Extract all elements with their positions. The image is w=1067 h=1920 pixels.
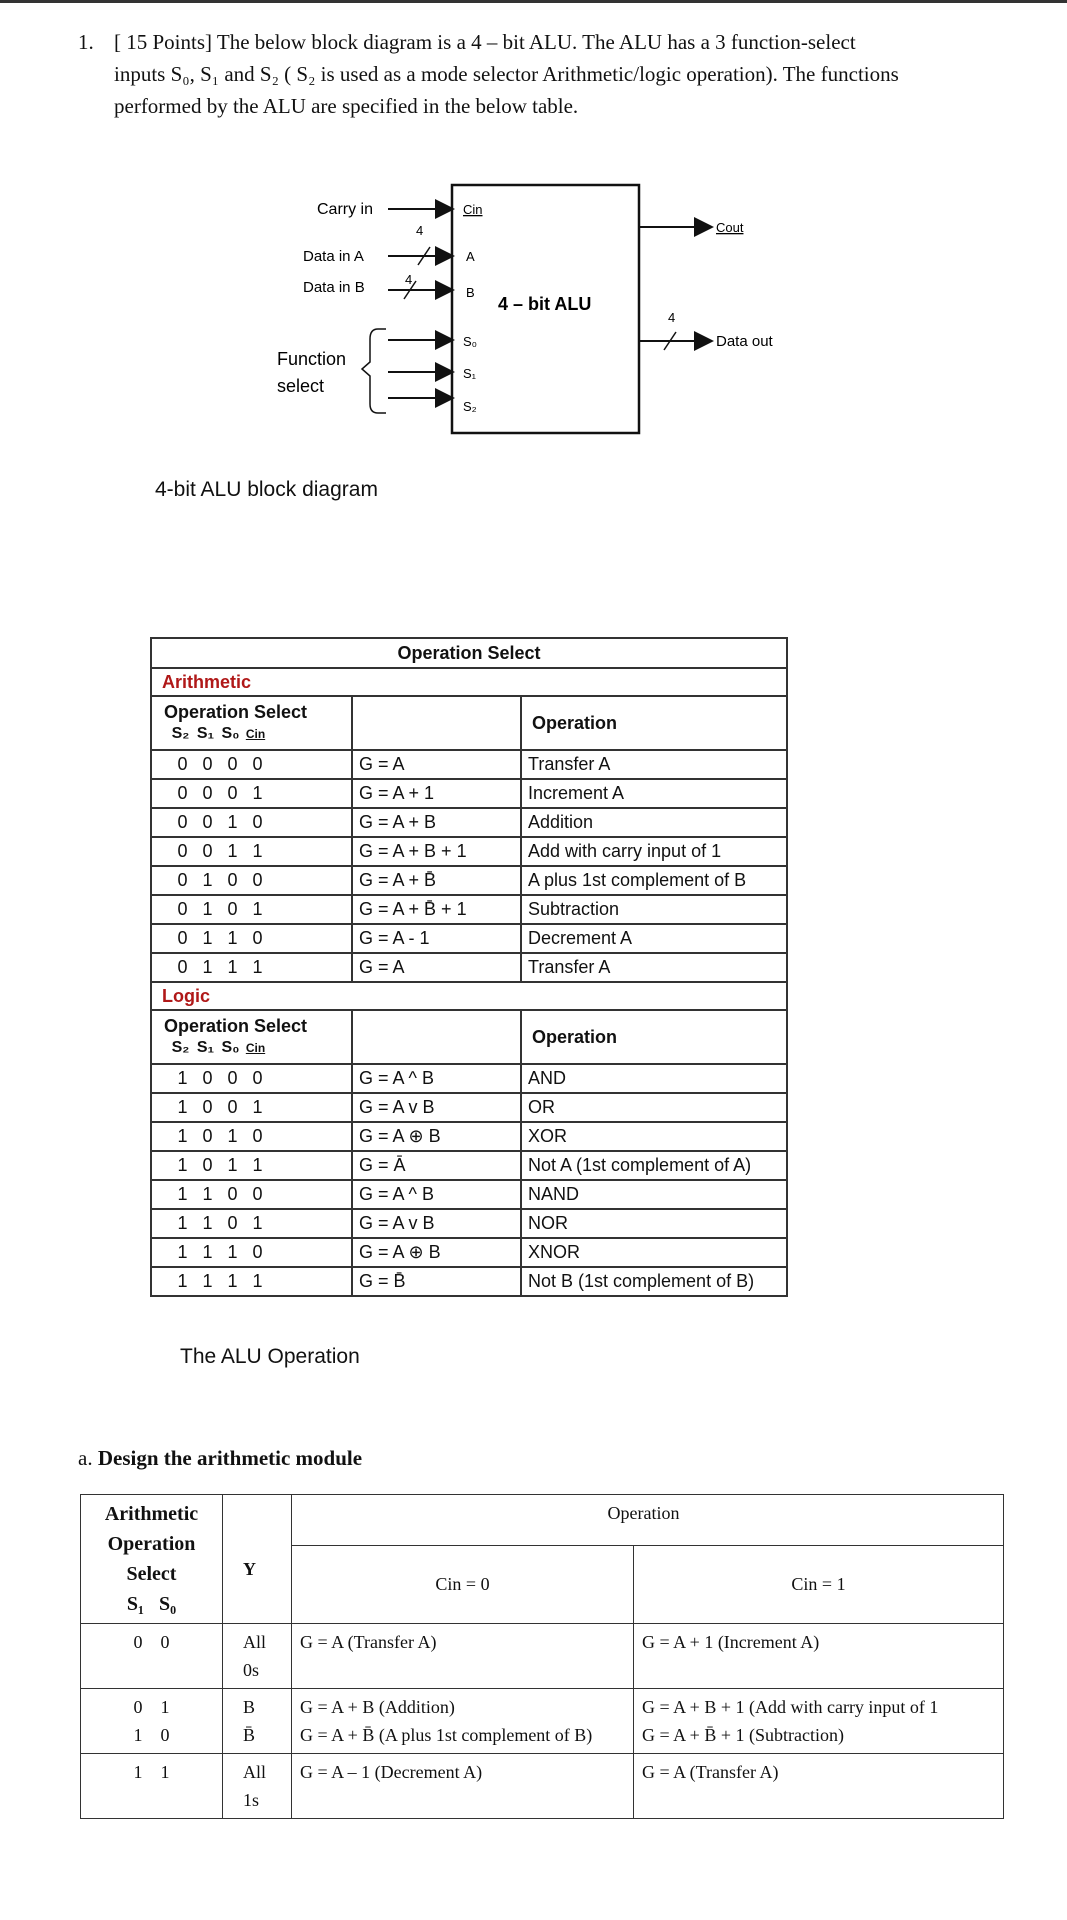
- select-bit: 1: [227, 1155, 238, 1175]
- g-expression: G = A: [352, 750, 521, 779]
- arith-subheader-title: Operation Select: [164, 702, 308, 722]
- select-bit: 1: [227, 1126, 238, 1146]
- hdr-cin: Cin: [245, 1041, 266, 1055]
- operation-name: Transfer A: [521, 953, 787, 982]
- select-bit: 1: [252, 899, 263, 919]
- select-code: [151, 866, 352, 895]
- select-bit: 0: [202, 754, 213, 774]
- arithmetic-section-label: Arithmetic: [151, 668, 787, 696]
- select-code: [151, 1238, 352, 1267]
- select-code: [151, 1122, 352, 1151]
- g-expression: G = A + 1: [352, 779, 521, 808]
- s0-pin: S₀: [463, 334, 478, 349]
- g-expression: G = Ā: [352, 1151, 521, 1180]
- cin0-result: G = A + B (Addition) G = A + B̄ (A plus 1st complement of B): [292, 1689, 634, 1754]
- select-bit: 1: [227, 812, 238, 832]
- operation-name: Transfer A: [521, 750, 787, 779]
- operation-name: Not B (1st complement of B): [521, 1267, 787, 1296]
- alu-label: 4 – bit ALU: [498, 294, 592, 314]
- function-select-label-1: Function: [277, 349, 347, 369]
- select-bit: 1: [252, 1271, 263, 1291]
- arith-hdr-line-1: Arithmetic: [104, 1503, 199, 1525]
- select-code: [151, 1267, 352, 1296]
- arith-subheader: [151, 696, 352, 750]
- logic-row: [151, 1064, 787, 1093]
- select-bit: 1: [252, 957, 263, 977]
- select-bit: 0: [227, 783, 238, 803]
- diagram-caption: 4-bit ALU block diagram: [155, 478, 378, 501]
- select-bit: 0: [227, 1213, 238, 1233]
- arith-row: [151, 924, 787, 953]
- logic-row: [151, 1093, 787, 1122]
- part-a-title: Design the arithmetic module: [97, 1446, 363, 1470]
- g-expression: G = A ⊕ B: [352, 1238, 521, 1267]
- select-bit: 0: [252, 812, 263, 832]
- select-bit: 0: [202, 1126, 213, 1146]
- select-bit: 1: [202, 870, 213, 890]
- top-border: [0, 0, 1067, 3]
- part-a-heading: [78, 1446, 362, 1471]
- logic-row: [151, 1151, 787, 1180]
- select-bit: 1: [202, 1213, 213, 1233]
- select-bit: 1: [227, 1242, 238, 1262]
- logic-section-label: Logic: [151, 982, 787, 1010]
- select-bit: 1: [177, 1184, 188, 1204]
- select-bit: 0: [252, 1184, 263, 1204]
- select-code: [151, 953, 352, 982]
- select-code: [151, 750, 352, 779]
- s2-pin: S₂: [463, 399, 477, 414]
- select-code: [151, 1093, 352, 1122]
- arith-row: [151, 895, 787, 924]
- arithmetic-rows: [151, 750, 787, 982]
- logic-subheader-title: Operation Select: [164, 1016, 308, 1036]
- select-bit: 0: [202, 1097, 213, 1117]
- cin0-header: Cin = 0: [292, 1545, 634, 1623]
- design-rows: [81, 1624, 1004, 1819]
- design-row: [81, 1689, 1004, 1754]
- function-select-label-2: select: [277, 376, 325, 396]
- operation-header: Operation: [292, 1495, 1004, 1546]
- select-bit: 0: [177, 899, 188, 919]
- select-bit: 0: [202, 1155, 213, 1175]
- logic-rows: [151, 1064, 787, 1296]
- select-bit: 1: [177, 1126, 188, 1146]
- g-expression: G = B̄: [352, 1267, 521, 1296]
- operation-name: Increment A: [521, 779, 787, 808]
- question-number: 1.: [78, 30, 94, 54]
- select-code: [151, 837, 352, 866]
- cin0-result: G = A (Transfer A): [292, 1624, 634, 1689]
- select-bit: 1: [202, 928, 213, 948]
- select-bit: 0: [177, 928, 188, 948]
- select-code: [151, 924, 352, 953]
- g-expression: G = A + B̄ + 1: [352, 895, 521, 924]
- select-code: [151, 1209, 352, 1238]
- select-bit: 1: [177, 1068, 188, 1088]
- g-expression: G = A + B + 1: [352, 837, 521, 866]
- operation-name: Addition: [521, 808, 787, 837]
- arith-row: [151, 779, 787, 808]
- select-bit: 1: [252, 783, 263, 803]
- design-row: [81, 1754, 1004, 1819]
- y-value: All 0s: [223, 1624, 292, 1689]
- g-expression: G = A ^ B: [352, 1180, 521, 1209]
- y-value: All 1s: [223, 1754, 292, 1819]
- arith-row: [151, 866, 787, 895]
- select-bit: 1: [202, 1271, 213, 1291]
- question-line-2: inputs S₀, S₁ and S₂ ( S₂ is used as a mode selector Arithmetic/logic operation). The functions: [114, 62, 899, 86]
- select-bit: 0: [252, 1068, 263, 1088]
- bus-width-out: 4: [668, 310, 676, 325]
- select-bit: 0: [202, 841, 213, 861]
- bus-width-b: 4: [405, 272, 413, 287]
- select-bit: 1: [202, 957, 213, 977]
- select-bit: 0: [177, 957, 188, 977]
- function-select-bracket: [362, 329, 386, 413]
- alu-block-diagram: [0, 170, 1067, 510]
- select-bit: 0: [202, 812, 213, 832]
- select-bit: 1: [252, 1155, 263, 1175]
- operation-name: A plus 1st complement of B: [521, 866, 787, 895]
- g-expression: G = A: [352, 953, 521, 982]
- select-bit: 0: [227, 1068, 238, 1088]
- op-table-title: Operation Select: [151, 638, 787, 668]
- y-value: B B̄: [223, 1689, 292, 1754]
- cin1-result: G = A + B + 1 (Add with carry input of 1 G = A + B̄ + 1 (Subtraction): [634, 1689, 1004, 1754]
- g-expression: G = A - 1: [352, 924, 521, 953]
- select-bit: 1: [227, 957, 238, 977]
- select-bit: 1: [177, 1155, 188, 1175]
- select-bit: 1: [202, 1242, 213, 1262]
- select-bit: 1: [227, 928, 238, 948]
- data-in-b-label: Data in B: [303, 279, 365, 296]
- select-bit: 1: [177, 1242, 188, 1262]
- select-bit: 1: [227, 841, 238, 861]
- operation-name: AND: [521, 1064, 787, 1093]
- question-line-1: [ 15 Points] The below block diagram is a 4 – bit ALU. The ALU has a 3 function-select: [114, 30, 856, 54]
- hdr-cin: Cin: [245, 727, 266, 741]
- g-expression: G = A ^ B: [352, 1064, 521, 1093]
- arith-hdr-line-2: Operation: [107, 1533, 196, 1555]
- operation-name: XOR: [521, 1122, 787, 1151]
- select-bit: 1: [202, 1184, 213, 1204]
- hdr-s0: S₀: [221, 1039, 240, 1056]
- bus-width-a: 4: [416, 223, 424, 238]
- g-expression: G = A + B: [352, 808, 521, 837]
- arith-hdr-line-4: S₁ S₀: [126, 1593, 177, 1615]
- select-code: [151, 808, 352, 837]
- g-expression: G = A v B: [352, 1093, 521, 1122]
- logic-row: [151, 1122, 787, 1151]
- select-code: [151, 779, 352, 808]
- select-bit: 0: [227, 899, 238, 919]
- select-bit: 1: [202, 899, 213, 919]
- select-code: [151, 1064, 352, 1093]
- select-bit: 0: [252, 870, 263, 890]
- select-bit: 0: [252, 928, 263, 948]
- operation-name: Decrement A: [521, 924, 787, 953]
- select-bit: 0: [252, 1242, 263, 1262]
- select-bit: 0: [177, 870, 188, 890]
- cout-label: Cout: [716, 220, 744, 235]
- arith-row: [151, 953, 787, 982]
- select-bit: 0: [252, 1126, 263, 1146]
- cin1-result: G = A (Transfer A): [634, 1754, 1004, 1819]
- s1-pin: S₁: [463, 366, 477, 381]
- g-expression: G = A ⊕ B: [352, 1122, 521, 1151]
- hdr-s1: S₁: [196, 1039, 215, 1056]
- data-in-a-label: Data in A: [303, 248, 364, 265]
- select-bits: 0 0: [81, 1624, 223, 1689]
- carry-in-label: Carry in: [317, 201, 374, 218]
- cin1-result: G = A + 1 (Increment A): [634, 1624, 1004, 1689]
- select-bit: 1: [177, 1271, 188, 1291]
- arithmetic-design-table: [80, 1494, 1004, 1819]
- operation-name: Not A (1st complement of A): [521, 1151, 787, 1180]
- question-text: [78, 26, 1008, 122]
- b-pin: B: [466, 285, 475, 300]
- g-expression: G = A + B̄: [352, 866, 521, 895]
- design-row: [81, 1624, 1004, 1689]
- select-bit: 1: [177, 1213, 188, 1233]
- operation-name: Subtraction: [521, 895, 787, 924]
- arith-row: [151, 837, 787, 866]
- data-out-label: Data out: [716, 333, 773, 350]
- operation-name: NAND: [521, 1180, 787, 1209]
- logic-row: [151, 1180, 787, 1209]
- select-bit: 0: [177, 812, 188, 832]
- hdr-s2: S₂: [171, 725, 190, 742]
- logic-row: [151, 1238, 787, 1267]
- hdr-s2: S₂: [171, 1039, 190, 1056]
- select-code: [151, 895, 352, 924]
- a-pin: A: [466, 249, 475, 264]
- select-code: [151, 1151, 352, 1180]
- alu-operation-caption: The ALU Operation: [180, 1345, 360, 1368]
- select-bit: 1: [227, 1271, 238, 1291]
- g-expression: G = A v B: [352, 1209, 521, 1238]
- arith-row: [151, 750, 787, 779]
- question-line-3: performed by the ALU are specified in the below table.: [114, 94, 579, 118]
- arith-hdr-line-3: Select: [126, 1563, 177, 1585]
- logic-row: [151, 1267, 787, 1296]
- operation-name: XNOR: [521, 1238, 787, 1267]
- select-bit: 0: [227, 754, 238, 774]
- select-code: [151, 1180, 352, 1209]
- select-bit: 1: [177, 1097, 188, 1117]
- select-bits: 0 1 1 0: [81, 1689, 223, 1754]
- select-bit: 1: [252, 841, 263, 861]
- select-bit: 0: [252, 754, 263, 774]
- operation-name: NOR: [521, 1209, 787, 1238]
- arith-operation-header: Operation: [521, 696, 787, 750]
- operation-select-table: [150, 637, 788, 1297]
- cin0-result: G = A – 1 (Decrement A): [292, 1754, 634, 1819]
- select-bits: 1 1: [81, 1754, 223, 1819]
- select-bit: 0: [227, 870, 238, 890]
- cin-pin: Cin: [463, 202, 483, 217]
- select-bit: 0: [227, 1184, 238, 1204]
- select-bit: 0: [202, 1068, 213, 1088]
- hdr-s0: S₀: [221, 725, 240, 742]
- part-a-prefix: a.: [78, 1446, 93, 1470]
- arith-row: [151, 808, 787, 837]
- logic-row: [151, 1209, 787, 1238]
- hdr-s1: S₁: [196, 725, 215, 742]
- operation-name: OR: [521, 1093, 787, 1122]
- select-bit: 0: [227, 1097, 238, 1117]
- logic-operation-header: Operation: [521, 1010, 787, 1064]
- y-header: Y: [223, 1495, 292, 1624]
- select-bit: 0: [177, 841, 188, 861]
- select-bit: 0: [202, 783, 213, 803]
- select-bit: 1: [252, 1213, 263, 1233]
- logic-subheader: [151, 1010, 352, 1064]
- operation-name: Add with carry input of 1: [521, 837, 787, 866]
- select-bit: 0: [177, 754, 188, 774]
- select-bit: 0: [177, 783, 188, 803]
- arith-select-header: [81, 1495, 223, 1624]
- cin1-header: Cin = 1: [634, 1545, 1004, 1623]
- select-bit: 1: [252, 1097, 263, 1117]
